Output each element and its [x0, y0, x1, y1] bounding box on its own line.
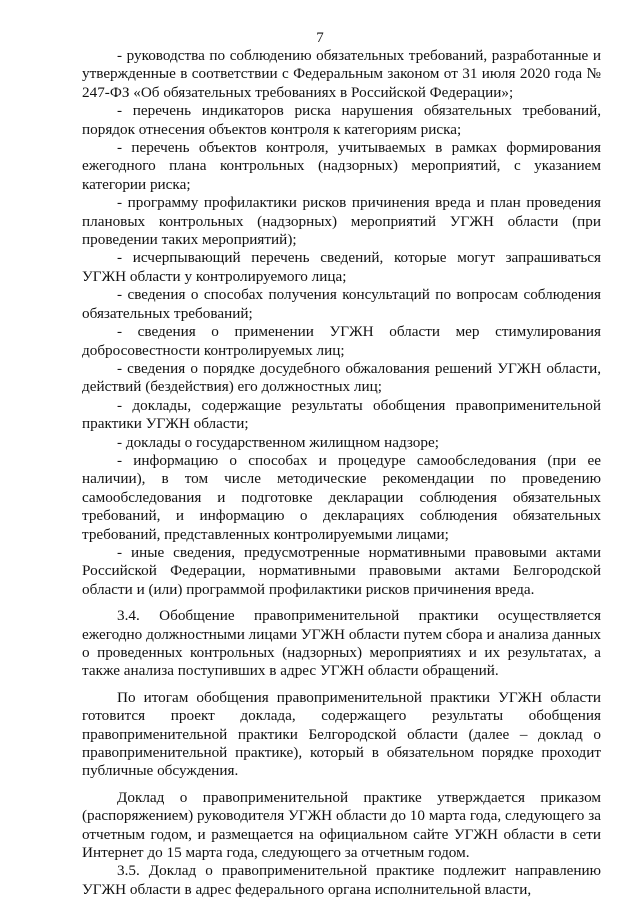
- list-item-self-inspection: - информацию о способах и процедуре самообследования (при ее наличии), в том числе методические рекомендации по проведению самообследования и подготовке декларации соблюдения обязательных требований, и информацию о декларациях соблюдения обязательных требований, представленных контролируемыми лицами;: [82, 451, 601, 543]
- list-item-control-objects: - перечень объектов контроля, учитываемых в рамках формирования ежегодного плана контрольных (надзорных) мероприятий, с указанием категории риска;: [82, 139, 601, 193]
- list-item-appeals: - сведения о порядке досудебного обжалования решений УГЖН области, действий (бездействия) его должностных лиц;: [82, 359, 601, 396]
- paragraph-3-5: 3.5. Доклад о правоприменительной практике подлежит направлению УГЖН области в адрес федерального органа исполнительной власти,: [82, 862, 601, 898]
- list-item-consultations: - сведения о способах получения консультаций по вопросам соблюдения обязательных требований;: [82, 286, 601, 322]
- list-item-housing-reports: - доклады о государственном жилищном надзоре;: [117, 433, 439, 451]
- list-item-requested-info: - исчерпывающий перечень сведений, которые могут запрашиваться УГЖН области у контролируемого лица;: [82, 249, 601, 285]
- list-item-other-info: - иные сведения, предусмотренные нормативными правовыми актами Российской Федерации, нормативными правовыми актами Белгородской области и (или) программой профилактики рисков причинения вреда.: [82, 543, 601, 598]
- paragraph-3-4: 3.4. Обобщение правоприменительной практики осуществляется ежегодно должностными лицами УГЖН области путем сбора и анализа данных о проведенных контрольных (надзорных) мероприятиях и их результатах, а также анализа поступивших в адрес УГЖН области обращений.: [82, 607, 601, 680]
- list-item-incentives: - сведения о применении УГЖН области мер стимулирования добросовестности контролируемых лиц;: [82, 323, 601, 359]
- paragraph-report-approval: Доклад о правоприменительной практике утверждается приказом (распоряжением) руководителя УГЖН области до 10 марта года, следующего за отчетным годом, и размещается на официальном сайте УГЖН области в сети Интернет до 15 марта года, следующего за отчетным годом.: [82, 788, 601, 862]
- list-item-risk-indicators: - перечень индикаторов риска нарушения обязательных требований, порядок отнесения объектов контроля к категориям риска;: [82, 102, 601, 138]
- list-item-guidelines: - руководства по соблюдению обязательных требований, разработанные и утвержденные в соответствии с Федеральным законом от 31 июля 2020 года № 247-ФЗ «Об обязательных требованиях в Российской Федерации»;: [82, 47, 601, 101]
- list-item-prevention-program: - программу профилактики рисков причинения вреда и план проведения плановых контрольных (надзорных) мероприятий УГЖН области (при проведении таких мероприятий);: [82, 194, 601, 249]
- list-item-practice-reports: - доклады, содержащие результаты обобщения правоприменительной практики УГЖН области;: [82, 396, 601, 433]
- document-body: [82, 47, 601, 899]
- paragraph-practice-draft: По итогам обобщения правоприменительной практики УГЖН области готовится проект доклада, содержащего результаты обобщения правоприменительной практики Белгородской области (далее – доклад о правоприменительной практике), который в обязательном порядке проходит публичные обсуждения.: [82, 688, 601, 780]
- page-number: 7: [316, 30, 324, 46]
